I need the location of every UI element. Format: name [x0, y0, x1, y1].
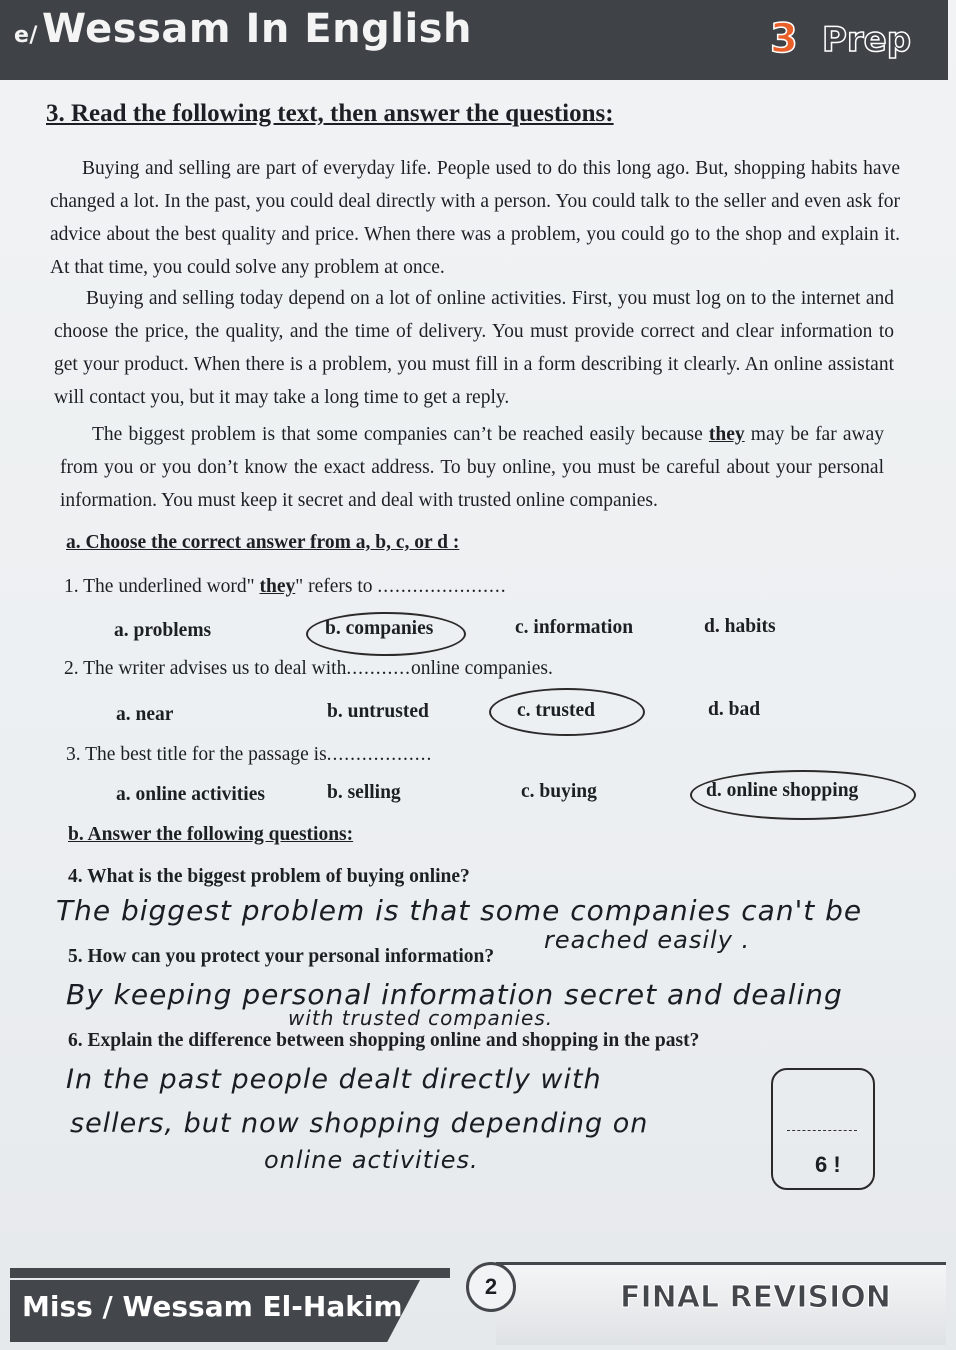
handwritten-answer[interactable]: reached easily . — [544, 926, 751, 954]
option-a[interactable]: a. problems — [114, 620, 212, 641]
mcq-question-1 — [64, 576, 507, 598]
answer-blank: .................. — [326, 744, 433, 765]
answer-blank: ...................... — [377, 576, 507, 597]
question-stem: " refers to — [295, 576, 378, 597]
question-stem: 3. The best title for the passage is — [66, 744, 327, 765]
handwritten-answer[interactable]: sellers, but now shopping depending on — [70, 1108, 649, 1139]
passage-text: may be far away from you or you don’t know the exact address. To buy online, you must be careful about your personal information. You must keep it secret and deal with trusted online companies. — [60, 424, 884, 511]
brand-name: Wessam In English — [41, 6, 472, 52]
passage-paragraph-3 — [60, 418, 884, 517]
option-c[interactable]: c. information — [515, 617, 634, 638]
handwritten-answer[interactable]: with trusted companies. — [288, 1006, 554, 1030]
passage-paragraph-2: Buying and selling today depend on a lot of online activities. First, you must log on to the internet and choose the price, the quality, and the time of delivery. You must provide correct and clear information to get your product. When there is a problem, you must fill in a form describing it clearly. An online assistant will contact you, but it may take a long time to get a reply. — [54, 288, 894, 408]
grade-level: Prep — [822, 20, 912, 60]
section-b-heading: b. Answer the following questions: — [68, 824, 354, 845]
passage-paragraph-1: Buying and selling are part of everyday life. People used to do this long ago. But, shopping habits have changed a lot. In the past, you could deal directly with a person. You could talk to the seller and even ask for advice about the best quality and price. When there was a problem, you could go to the shop and explain it. At that time, you could solve any problem at once. — [50, 158, 900, 278]
passage-text: The biggest problem is that some companies can’t be reached easily because — [92, 424, 709, 445]
section-a-heading: a. Choose the correct answer from a, b, c, or d : — [66, 532, 460, 553]
option-c[interactable]: c. buying — [521, 781, 597, 802]
option-b[interactable]: b. companies — [325, 618, 434, 639]
brand-logo: e/ — [14, 23, 38, 48]
score-divider — [787, 1130, 857, 1131]
page-number: 2 — [466, 1262, 516, 1312]
option-c[interactable]: c. trusted — [517, 700, 595, 721]
underlined-word: they — [708, 424, 745, 445]
open-question-5: 5. How can you protect your personal information? — [68, 946, 495, 967]
score-box — [771, 1068, 875, 1190]
option-a[interactable]: a. online activities — [116, 784, 265, 805]
handwritten-answer[interactable]: In the past people dealt directly with — [66, 1064, 602, 1095]
handwritten-answer[interactable]: The biggest problem is that some companies can't be — [56, 894, 863, 927]
option-d[interactable]: d. habits — [704, 616, 776, 637]
option-d[interactable]: d. online shopping — [706, 780, 859, 801]
question-stem: online companies. — [410, 658, 553, 679]
score-value: 6 ! — [815, 1152, 841, 1177]
answer-blank: ........... — [346, 658, 411, 679]
handwritten-answer[interactable]: By keeping personal information secret and dealing — [66, 978, 843, 1011]
question-stem: 1. The underlined word" — [64, 576, 260, 597]
option-a[interactable]: a. near — [116, 704, 174, 725]
teacher-name: Miss / Wessam El-Hakim — [22, 1290, 403, 1323]
question-title: 3. Read the following text, then answer the questions: — [46, 100, 614, 127]
mcq-question-2 — [64, 658, 553, 680]
footer-stripe — [10, 1268, 450, 1278]
question-stem: 2. The writer advises us to deal with — [64, 658, 347, 679]
open-question-6: 6. Explain the difference between shopping online and shopping in the past? — [68, 1030, 700, 1051]
underlined-word: they — [259, 576, 296, 597]
grade-number: 3 — [770, 16, 798, 62]
option-b[interactable]: b. selling — [327, 782, 401, 803]
header-bar — [0, 0, 948, 80]
handwritten-answer[interactable]: online activities. — [264, 1146, 479, 1174]
option-d[interactable]: d. bad — [708, 699, 761, 720]
option-b[interactable]: b. untrusted — [327, 701, 429, 722]
open-question-4: 4. What is the biggest problem of buying online? — [68, 866, 470, 887]
brand-title — [14, 6, 472, 52]
footer-label: FINAL REVISION — [620, 1280, 891, 1315]
mcq-question-3 — [66, 744, 432, 766]
